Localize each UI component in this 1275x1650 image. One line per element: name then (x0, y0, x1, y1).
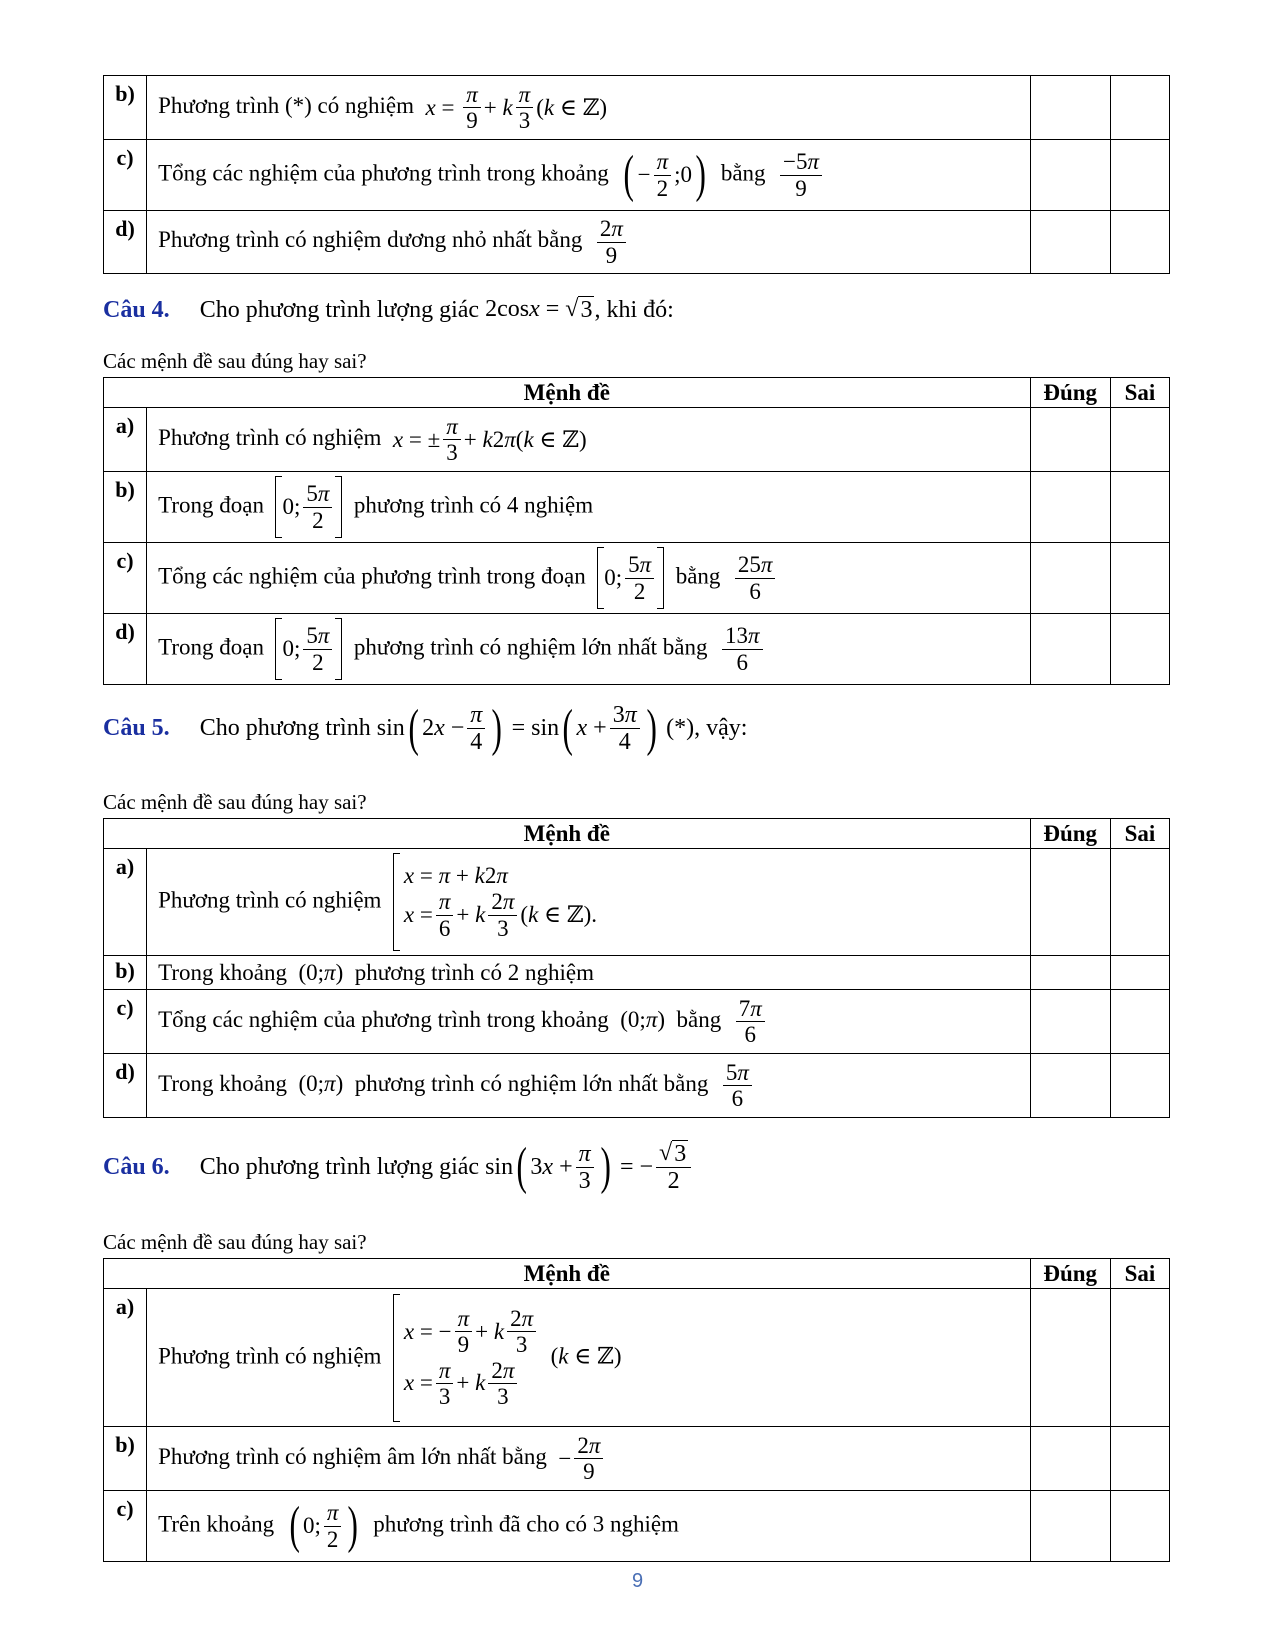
q6-table (103, 1258, 1170, 1562)
true-checkbox[interactable] (1030, 990, 1110, 1054)
header-statement: Mệnh đề (104, 378, 1031, 408)
false-checkbox[interactable] (1110, 1054, 1169, 1118)
statement: Phương trình có nghiệm x = π + k 2 π x = $\frac{\pi}{6}$ + k $\frac{2\pi}{3}$ ( k ∈ ℤ). (147, 849, 1030, 956)
true-checkbox[interactable] (1030, 408, 1110, 472)
question-4: Câu 4. Cho phương trình lượng giác 2cosx = √ 3 , khi đó: (103, 296, 674, 323)
page-number: 9 (631, 1570, 644, 1592)
false-checkbox[interactable] (1110, 543, 1169, 614)
question-5: Câu 5. Cho phương trình sin ( 2 x − $\frac{\pi}{4}$ ) = sin ( x + $\frac{3\pi}{4}$ ) (*), vậy: (103, 699, 748, 757)
formula: $\frac{7\pi}{6}$ (736, 996, 765, 1048)
statement: Trên khoảng ( 0; $\frac{\pi}{2}$ ) phương trình đã cho có 3 nghiệm (147, 1491, 1030, 1562)
table-row (104, 408, 1170, 472)
formula: (0;π) (620, 1006, 666, 1032)
formula: ( 0; $\frac{\pi}{2}$ ) (289, 1497, 359, 1554)
statement: Phương trình có nghiệm âm lớn nhất bằng − $\frac{2\pi}{9}$ (147, 1427, 1030, 1491)
statement: Trong khoảng (0;π) phương trình có nghiệm lớn nhất bằng $\frac{5\pi}{6}$ (147, 1054, 1030, 1118)
question-label: Câu 6. (103, 1153, 170, 1180)
formula: − $\frac{2\pi}{9}$ (558, 1433, 606, 1485)
true-checkbox[interactable] (1030, 1289, 1110, 1427)
table-row (104, 211, 1170, 274)
row-label: b) (104, 76, 147, 140)
row-label: c) (104, 140, 147, 211)
table-row (104, 849, 1170, 956)
true-checkbox[interactable] (1030, 614, 1110, 685)
true-checkbox[interactable] (1030, 956, 1110, 990)
row-label: d) (104, 614, 147, 685)
row-label: a) (104, 408, 147, 472)
true-checkbox[interactable] (1030, 1491, 1110, 1562)
formula: 0; $\frac{5\pi}{2}$ (597, 547, 664, 609)
false-checkbox[interactable] (1110, 408, 1169, 472)
false-checkbox[interactable] (1110, 849, 1169, 956)
question-label: Câu 5. (103, 715, 170, 742)
formula: (0;π) (298, 1070, 344, 1096)
formula: (0;π) (298, 959, 344, 985)
statement: Tổng các nghiệm của phương trình trong khoảng (0;π) bằng $\frac{7\pi}{6}$ (147, 990, 1030, 1054)
header-false: Sai (1110, 819, 1169, 849)
true-checkbox[interactable] (1030, 140, 1110, 211)
prompt-text: Các mệnh đề sau đúng hay sai? (103, 790, 367, 814)
row-label: a) (104, 1289, 147, 1427)
row-label: c) (104, 1491, 147, 1562)
formula: $\frac{2\pi}{9}$ (597, 216, 626, 268)
formula: x = π + k 2 π x = $\frac{\pi}{6}$ + k $\frac{2\pi}{3}$ ( k ∈ ℤ). (393, 853, 597, 951)
header-true: Đúng (1030, 1259, 1110, 1289)
true-checkbox[interactable] (1030, 211, 1110, 274)
false-checkbox[interactable] (1110, 1289, 1169, 1427)
row-label: a) (104, 849, 147, 956)
row-label: b) (104, 472, 147, 543)
header-false: Sai (1110, 378, 1169, 408)
row-label: b) (104, 956, 147, 990)
table-header (104, 378, 1170, 408)
q4-table (103, 377, 1170, 685)
false-checkbox[interactable] (1110, 956, 1169, 990)
formula: x = ± $\frac{\pi}{3}$ + k 2 π ( k ∈ ℤ) (392, 413, 587, 465)
table-row (104, 1427, 1170, 1491)
q5-table (103, 818, 1170, 1118)
formula: $\frac{-5\pi}{9}$ (780, 149, 822, 201)
true-checkbox[interactable] (1030, 849, 1110, 956)
formula: sin ( 2 x − $\frac{\pi}{4}$ ) = sin ( x + $\frac{3\pi}{4}$ ) (376, 699, 657, 757)
true-checkbox[interactable] (1030, 472, 1110, 543)
header-false: Sai (1110, 1259, 1169, 1289)
question-label: Câu 4. (103, 296, 170, 323)
q3-table (103, 75, 1170, 274)
false-checkbox[interactable] (1110, 990, 1169, 1054)
table-header (104, 1259, 1170, 1289)
table-row (104, 1289, 1170, 1427)
false-checkbox[interactable] (1110, 140, 1169, 211)
false-checkbox[interactable] (1110, 76, 1169, 140)
true-checkbox[interactable] (1030, 1427, 1110, 1491)
statement: Phương trình (*) có nghiệm x = $\frac{\pi}{9}$ + k $\frac{\pi}{3}$ ( k ∈ ℤ) (147, 76, 1030, 140)
formula: x = − $\frac{\pi}{9}$ + k $\frac{2\pi}{3}$ x = $\frac{\pi}{3}$ + k $\frac{2\pi}{3}$ (393, 1294, 539, 1422)
header-true: Đúng (1030, 378, 1110, 408)
false-checkbox[interactable] (1110, 614, 1169, 685)
statement: Tổng các nghiệm của phương trình trong đoạn 0; $\frac{5\pi}{2}$ bằng $\frac{25\pi}{6}$ (147, 543, 1030, 614)
formula: 0; $\frac{5\pi}{2}$ (275, 476, 342, 538)
table-header (104, 819, 1170, 849)
false-checkbox[interactable] (1110, 1427, 1169, 1491)
table-row (104, 990, 1170, 1054)
row-label: c) (104, 990, 147, 1054)
row-label: d) (104, 1054, 147, 1118)
header-statement: Mệnh đề (104, 1259, 1031, 1289)
true-checkbox[interactable] (1030, 1054, 1110, 1118)
table-row (104, 140, 1170, 211)
formula: $\frac{13\pi}{6}$ (722, 623, 763, 675)
formula: ( − $\frac{\pi}{2}$ ;0 ) (623, 146, 706, 203)
formula: $\frac{25\pi}{6}$ (735, 552, 776, 604)
table-row (104, 1054, 1170, 1118)
table-row (104, 1491, 1170, 1562)
row-label: d) (104, 211, 147, 274)
statement: Phương trình có nghiệm x = ± $\frac{\pi}{3}$ + k 2 π ( k ∈ ℤ) (147, 408, 1030, 472)
row-label: c) (104, 543, 147, 614)
question-6: Câu 6. Cho phương trình lượng giác sin ( 3 x + $\frac{\pi}{3}$ ) = − √ 3 2 (103, 1140, 694, 1195)
table-row (104, 472, 1170, 543)
formula: x = $\frac{\pi}{9}$ + k $\frac{\pi}{3}$ ( k ∈ ℤ) (425, 81, 608, 133)
statement: Trong đoạn 0; $\frac{5\pi}{2}$ phương trình có 4 nghiệm (147, 472, 1030, 543)
prompt-text: Các mệnh đề sau đúng hay sai? (103, 349, 367, 373)
row-label: b) (104, 1427, 147, 1491)
table-row (104, 543, 1170, 614)
true-checkbox[interactable] (1030, 76, 1110, 140)
header-statement: Mệnh đề (104, 819, 1031, 849)
false-checkbox[interactable] (1110, 1491, 1169, 1562)
statement: Tổng các nghiệm của phương trình trong khoảng ( − $\frac{\pi}{2}$ ;0 ) bằng $\frac{-5\pi}{9}$ (147, 140, 1030, 211)
formula: (k ∈ ℤ) (550, 1342, 622, 1368)
true-checkbox[interactable] (1030, 543, 1110, 614)
formula: 2cosx = √ 3 (485, 296, 593, 323)
statement: Trong khoảng (0;π) phương trình có 2 nghiệm (147, 956, 1030, 990)
formula: $\frac{5\pi}{6}$ (723, 1060, 752, 1112)
false-checkbox[interactable] (1110, 472, 1169, 543)
prompt-text: Các mệnh đề sau đúng hay sai? (103, 1230, 367, 1254)
table-row (104, 614, 1170, 685)
false-checkbox[interactable] (1110, 211, 1169, 274)
statement: Phương trình có nghiệm x = − $\frac{\pi}{9}$ + k $\frac{2\pi}{3}$ x = $\frac{\pi}{3}$ + k $\frac{2\pi}{3}$ (k ∈ ℤ) (147, 1289, 1030, 1427)
header-true: Đúng (1030, 819, 1110, 849)
table-row (104, 956, 1170, 990)
table-row (104, 76, 1170, 140)
statement: Phương trình có nghiệm dương nhỏ nhất bằng $\frac{2\pi}{9}$ (147, 211, 1030, 274)
formula: sin ( 3 x + $\frac{\pi}{3}$ ) = − √ 3 2 (485, 1140, 694, 1195)
statement: Trong đoạn 0; $\frac{5\pi}{2}$ phương trình có nghiệm lớn nhất bằng $\frac{13\pi}{6}$ (147, 614, 1030, 685)
formula: 0; $\frac{5\pi}{2}$ (275, 618, 342, 680)
